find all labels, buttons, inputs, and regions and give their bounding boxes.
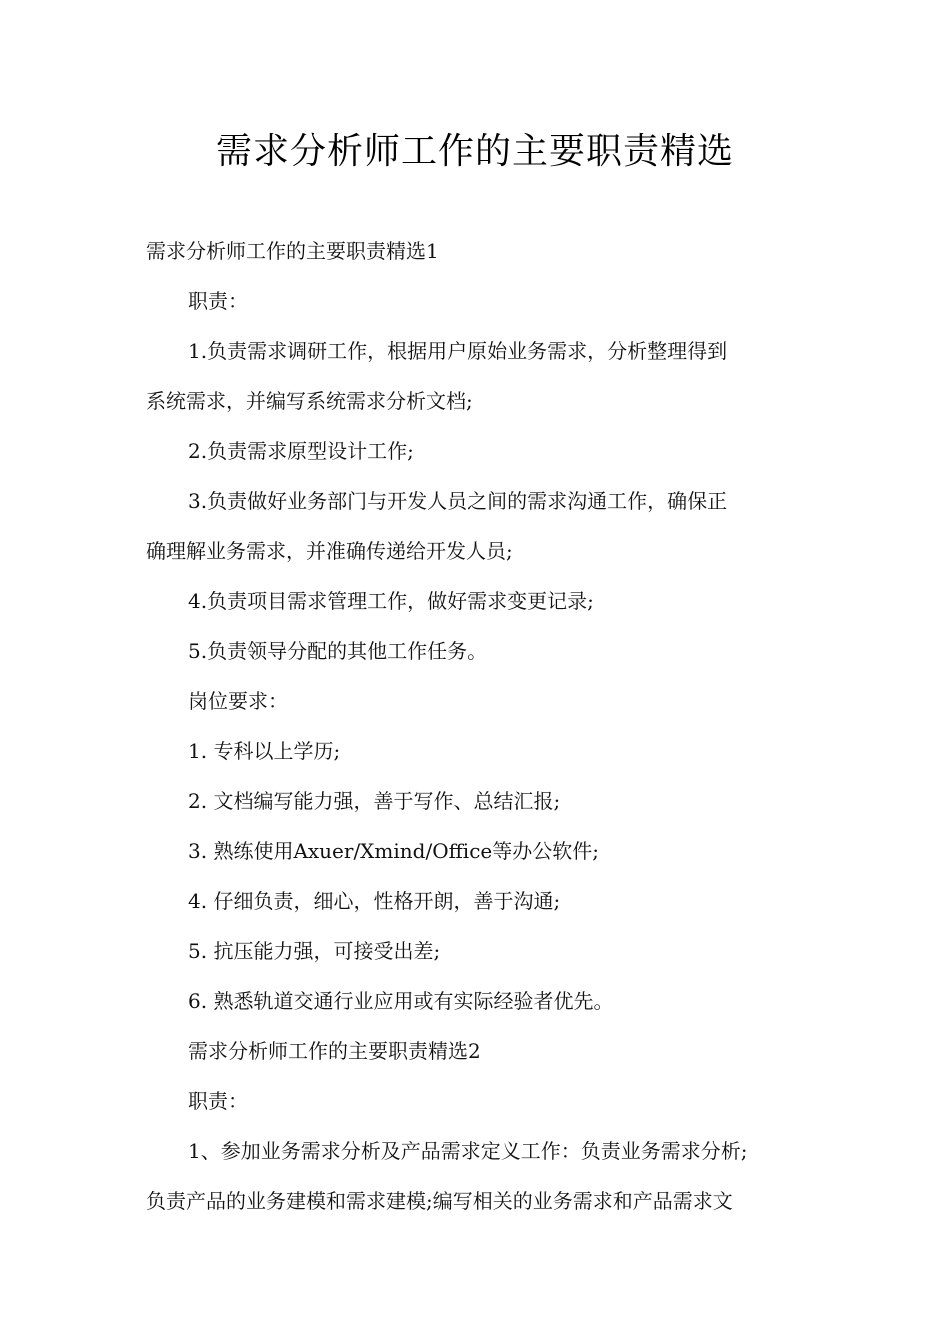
list-item: 2. 文档编写能力强，善于写作、总结汇报; — [188, 789, 561, 813]
paragraph-line: 职责： — [188, 1089, 248, 1113]
section-heading: 需求分析师工作的主要职责精选1 — [146, 239, 439, 263]
paragraph-line: 确理解业务需求，并准确传递给开发人员; — [146, 539, 513, 563]
paragraph-line: 3.负责做好业务部门与开发人员之间的需求沟通工作，确保正 — [188, 489, 728, 513]
paragraph-line: 职责： — [188, 289, 248, 313]
list-item: 5. 抗压能力强，可接受出差; — [188, 939, 441, 963]
paragraph-line: 系统需求，并编写系统需求分析文档; — [146, 389, 473, 413]
paragraph-line: 2.负责需求原型设计工作; — [188, 439, 414, 463]
paragraph-line: 1.负责需求调研工作，根据用户原始业务需求，分析整理得到 — [188, 339, 728, 363]
list-item: 3. 熟练使用Axuer/Xmind/Office等办公软件; — [188, 839, 599, 863]
list-item: 1. 专科以上学历; — [188, 739, 341, 763]
paragraph-line: 5.负责领导分配的其他工作任务。 — [188, 639, 488, 663]
list-item: 6. 熟悉轨道交通行业应用或有实际经验者优先。 — [188, 989, 614, 1013]
paragraph-line: 1、参加业务需求分析及产品需求定义工作：负责业务需求分析; — [188, 1139, 748, 1163]
paragraph-line: 负责产品的业务建模和需求建模;编写相关的业务需求和产品需求文 — [146, 1189, 733, 1213]
paragraph-line: 岗位要求： — [188, 689, 288, 713]
section-heading: 需求分析师工作的主要职责精选2 — [188, 1039, 481, 1063]
paragraph-line: 4.负责项目需求管理工作，做好需求变更记录; — [188, 589, 594, 613]
document-title: 需求分析师工作的主要职责精选 — [215, 131, 734, 172]
list-item: 4. 仔细负责，细心，性格开朗，善于沟通; — [188, 889, 561, 913]
